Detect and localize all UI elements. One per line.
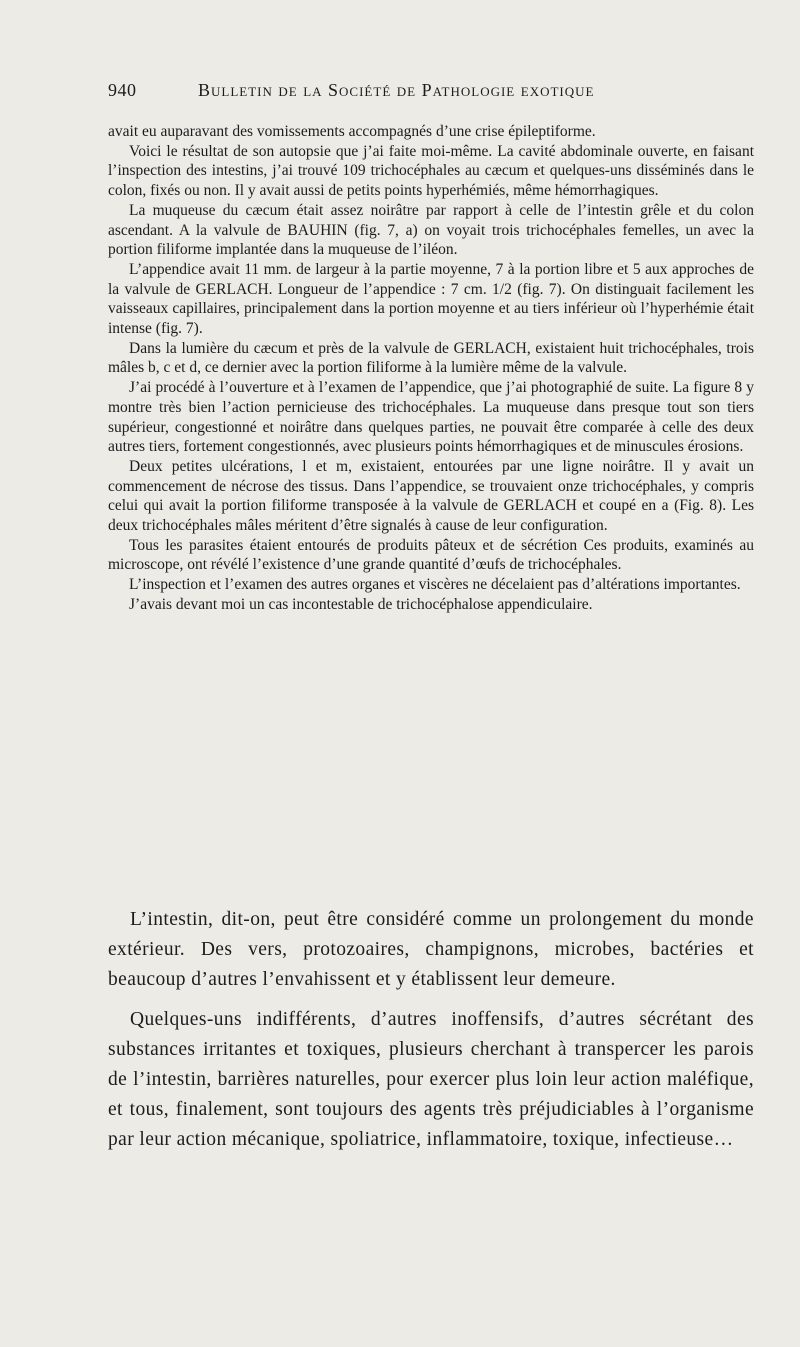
paragraph: Dans la lumière du cæcum et près de la valvule de GERLACH, existaient huit trichocéphales, trois mâles b, c et d, ce dernier avec la portion filiforme à la lumière même de la valvule. (108, 339, 754, 377)
paragraph: Tous les parasites étaient entourés de produits pâteux et de sécrétion Ces produits, examinés au microscope, ont révélé l’existence d’une grande quantité d’œufs de trichocéphales. (108, 536, 754, 574)
paragraph: Deux petites ulcérations, l et m, existaient, entourées par une ligne noirâtre. Il y avait un commencement de nécrose des tissus. Dans l’appendice, se trouvaient onze trichocéphales, y compris celui qui avait la portion filiforme transposée à la valvule de GERLACH et coupé en a (Fig. 8). Les deux trichocéphales mâles méritent d’être signalés à cause de leur configuration. (108, 457, 754, 535)
discussion-text (108, 905, 754, 1165)
paragraph: J’ai procédé à l’ouverture et à l’examen de l’appendice, que j’ai photographié de suite. La figure 8 y montre très bien l’action pernicieuse des trichocéphales. La muqueuse dans presque tout son tiers supérieur, congestionné et noirâtre dans quelques parties, ne pouvait être comparée à celle des deux autres tiers, fortement congestionnés, avec plusieurs points hémorrhagiques et de minuscules érosions. (108, 379, 754, 456)
paragraph: Quelques-uns indifférents, d’autres inoffensifs, d’autres sécrétant des substances irritantes et toxiques, plusieurs cherchant à transpercer les parois de l’intestin, barrières naturelles, pour exercer plus loin leur action maléfique, et tous, finalement, sont toujours des agents très préjudiciables à l’organisme par leur action mécanique, spoliatrice, inflammatoire, toxique, infectieuse… (108, 1009, 754, 1150)
paragraph: L’appendice avait 11 mm. de largeur à la partie moyenne, 7 à la portion libre et 5 aux approches de la valvule de GERLACH. Longueur de l’appendice : 7 cm. 1/2 (fig. 7). On distinguait facilement les vaisseaux capillaires, principalement dans la portion moyenne et au tiers inférieur où l’hyperhémie était intense (fig. 7). (108, 260, 754, 338)
case-report-text (108, 122, 754, 615)
paragraph: L’inspection et l’examen des autres organes et viscères ne décelaient pas d’altérations importantes. (129, 576, 741, 594)
page-header (108, 80, 752, 101)
paragraph: L’intestin, dit-on, peut être considéré comme un prolongement du monde extérieur. Des vers, protozoaires, champignons, microbes, bactéries et beaucoup d’autres l’envahissent et y établissent leur demeure. (108, 909, 754, 990)
paragraph: Voici le résultat de son autopsie que j’ai faite moi-même. La cavité abdominale ouverte, en faisant l’inspection des intestins, j’ai trouvé 109 trichocéphales au cæcum et quelques-uns disséminés dans le colon, fixés ou non. Il y avait aussi de petits points hyperhémiés, même hémorrhagiques. (108, 142, 754, 200)
running-title: Bulletin de la Société de Pathologie exotique (198, 80, 595, 100)
paragraph: La muqueuse du cæcum était assez noirâtre par rapport à celle de l’intestin grêle et du colon ascendant. A la valvule de BAUHIN (fig. 7, a) on voyait trois trichocéphales femelles, un avec la portion filiforme implantée dans la muqueuse de l’iléon. (108, 201, 754, 259)
paragraph: J’avais devant moi un cas incontestable de trichocéphalose appendiculaire. (129, 595, 593, 613)
page-number: 940 (108, 80, 137, 100)
paragraph: avait eu auparavant des vomissements accompagnés d’une crise épileptiforme. (108, 123, 596, 140)
